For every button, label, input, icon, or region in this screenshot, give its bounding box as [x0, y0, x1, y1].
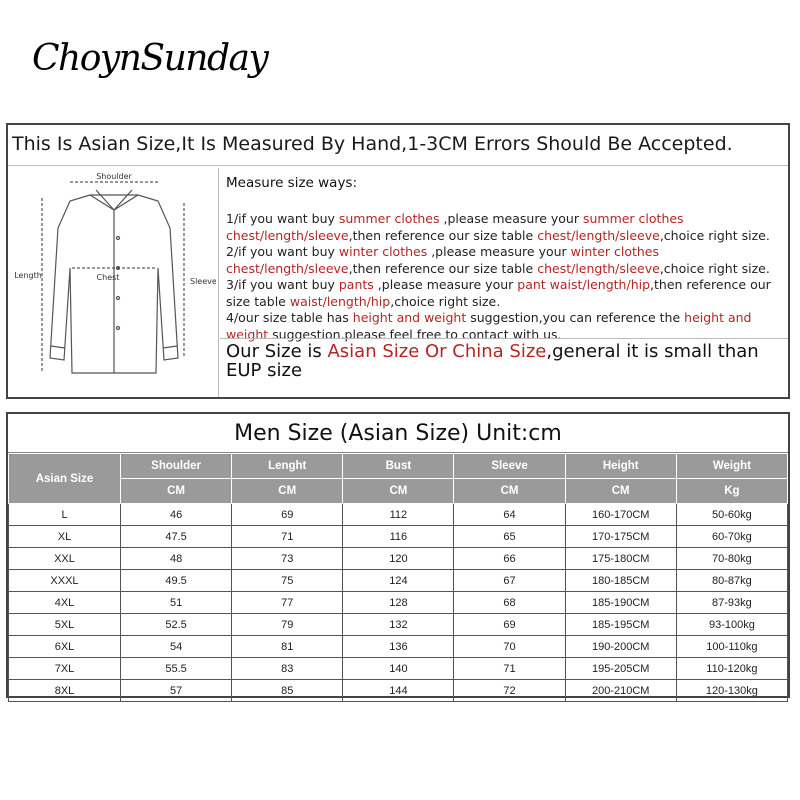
measure-way-item [226, 211, 782, 244]
column-header: Height [565, 454, 676, 479]
table-cell: 85 [232, 680, 343, 702]
instruction-text: suggestion,you can reference the [466, 310, 685, 325]
brand-logo: ChoynSunday [32, 38, 268, 79]
table-cell: 70 [454, 636, 565, 658]
table-cell: 144 [343, 680, 454, 702]
table-cell: 128 [343, 592, 454, 614]
diagram-label-length: Length [14, 271, 42, 280]
table-cell: 51 [121, 592, 232, 614]
table-cell: 120-130kg [676, 680, 787, 702]
table-cell: 57 [121, 680, 232, 702]
table-cell: 190-200CM [565, 636, 676, 658]
table-cell: 93-100kg [676, 614, 787, 636]
table-row [9, 680, 788, 702]
table-row [9, 504, 788, 526]
table-cell: 72 [454, 680, 565, 702]
table-cell: 77 [232, 592, 343, 614]
size-info-box [6, 123, 790, 399]
unit-header: Kg [676, 479, 787, 504]
table-cell: 185-195CM [565, 614, 676, 636]
instruction-text: 2/if you want buy [226, 244, 339, 259]
instruction-text: ,please measure your [427, 244, 571, 259]
table-row [9, 614, 788, 636]
instruction-text: 1/if you want buy [226, 211, 339, 226]
diagram-label-chest: Chest [96, 273, 120, 282]
table-cell: 185-190CM [565, 592, 676, 614]
table-cell: 140 [343, 658, 454, 680]
highlight-text: pant waist/length/hip [517, 277, 651, 292]
instruction-text: suggestion.please feel free to contact with us. [268, 326, 562, 342]
diagram-label-shoulder: Shoulder [96, 172, 132, 181]
table-cell: 81 [232, 636, 343, 658]
table-cell: 200-210CM [565, 680, 676, 702]
table-cell: 66 [454, 548, 565, 570]
size-chart [6, 412, 790, 698]
table-cell: 100-110kg [676, 636, 787, 658]
instruction-text: ,then reference our size table [348, 227, 538, 243]
our-size-note [220, 338, 788, 380]
table-cell: 75 [232, 570, 343, 592]
table-cell: 69 [454, 614, 565, 636]
instruction-text: ,please measure your [373, 277, 518, 292]
measure-title: Measure size ways: [226, 175, 358, 191]
table-row [9, 658, 788, 680]
size-label-cell: 5XL [9, 614, 121, 636]
unit-header: CM [232, 479, 343, 504]
table-row [9, 548, 788, 570]
table-cell: 55.5 [121, 658, 232, 680]
table-row [9, 592, 788, 614]
table-cell: 46 [121, 504, 232, 526]
table-cell: 112 [343, 504, 454, 526]
table-cell: 132 [343, 614, 454, 636]
table-cell: 48 [121, 548, 232, 570]
measure-ways-list [226, 211, 782, 343]
table-row [9, 636, 788, 658]
highlight-text: summer clothes [338, 211, 440, 226]
size-label-cell: 6XL [9, 636, 121, 658]
header-asian-size: Asian Size [9, 454, 121, 504]
table-cell: 73 [232, 548, 343, 570]
table-cell: 71 [232, 526, 343, 548]
highlight-text: waist/length/hip [289, 293, 391, 309]
column-header: Weight [676, 454, 787, 479]
table-cell: 180-185CM [565, 570, 676, 592]
column-header: Shoulder [121, 454, 232, 479]
table-cell: 69 [232, 504, 343, 526]
instruction-text: ,then reference our size table [348, 260, 538, 276]
table-cell: 175-180CM [565, 548, 676, 570]
size-label-cell: XXXL [9, 570, 121, 592]
table-cell: 71 [454, 658, 565, 680]
instruction-text: 3/if you want buy [226, 277, 339, 292]
instruction-text: ,choice right size. [659, 260, 770, 276]
measure-way-item [226, 244, 782, 277]
our-size-suffix: ,general it is small than EUP size [226, 341, 759, 381]
table-cell: 195-205CM [565, 658, 676, 680]
table-cell: 67 [454, 570, 565, 592]
highlight-text: winter clothes [338, 244, 428, 259]
size-label-cell: XL [9, 526, 121, 548]
our-size-highlight: Asian Size Or China Size [327, 341, 547, 362]
table-row [9, 570, 788, 592]
table-cell: 64 [454, 504, 565, 526]
table-cell: 47.5 [121, 526, 232, 548]
measure-way-item [226, 277, 782, 310]
instruction-text: ,please measure your [439, 211, 583, 226]
table-cell: 83 [232, 658, 343, 680]
our-size-prefix: Our Size is [226, 341, 328, 362]
table-cell: 52.5 [121, 614, 232, 636]
size-label-cell: 4XL [9, 592, 121, 614]
info-header: This Is Asian Size,It Is Measured By Hand,1-3CM Errors Should Be Accepted. [8, 125, 788, 166]
size-label-cell: 8XL [9, 680, 121, 702]
table-cell: 80-87kg [676, 570, 787, 592]
instruction-text: ,choice right size. [659, 227, 770, 243]
table-cell: 70-80kg [676, 548, 787, 570]
table-cell: 68 [454, 592, 565, 614]
size-chart-title: Men Size (Asian Size) Unit:cm [8, 414, 788, 453]
highlight-text: chest/length/sleeve [537, 227, 660, 243]
table-cell: 49.5 [121, 570, 232, 592]
table-cell: 136 [343, 636, 454, 658]
column-header: Lenght [232, 454, 343, 479]
table-cell: 60-70kg [676, 526, 787, 548]
table-cell: 50-60kg [676, 504, 787, 526]
highlight-text: chest/length/sleeve [537, 260, 660, 276]
highlight-text: pants [338, 277, 374, 292]
table-cell: 54 [121, 636, 232, 658]
diagram-label-sleeve: Sleeve [190, 277, 216, 286]
size-label-cell: L [9, 504, 121, 526]
table-cell: 124 [343, 570, 454, 592]
size-label-cell: XXL [9, 548, 121, 570]
unit-header: CM [454, 479, 565, 504]
table-cell: 65 [454, 526, 565, 548]
shirt-diagram-icon [8, 168, 216, 398]
info-body [8, 168, 788, 397]
instruction-text: ,choice right size. [390, 293, 501, 309]
highlight-text: summer clothes chest/length/sleeve [226, 211, 684, 243]
highlight-text: winter clothes chest/length/sleeve [226, 244, 660, 276]
table-cell: 79 [232, 614, 343, 636]
shirt-measurement-diagram [8, 168, 219, 397]
instruction-text: 4/our size table has [226, 310, 353, 325]
size-label-cell: 7XL [9, 658, 121, 680]
size-table [8, 453, 788, 702]
instruction-text: ,then reference our size table [226, 277, 771, 309]
table-row [9, 526, 788, 548]
highlight-text: height and weight [352, 310, 467, 325]
table-cell: 170-175CM [565, 526, 676, 548]
column-header: Bust [343, 454, 454, 479]
table-cell: 160-170CM [565, 504, 676, 526]
size-table-head [9, 454, 788, 504]
size-table-body [9, 504, 788, 702]
unit-header: CM [565, 479, 676, 504]
highlight-text: height and weight [226, 310, 752, 342]
table-cell: 110-120kg [676, 658, 787, 680]
unit-header: CM [121, 479, 232, 504]
table-cell: 87-93kg [676, 592, 787, 614]
unit-header: CM [343, 479, 454, 504]
table-cell: 120 [343, 548, 454, 570]
column-header: Sleeve [454, 454, 565, 479]
measure-instructions [220, 168, 788, 397]
table-cell: 116 [343, 526, 454, 548]
